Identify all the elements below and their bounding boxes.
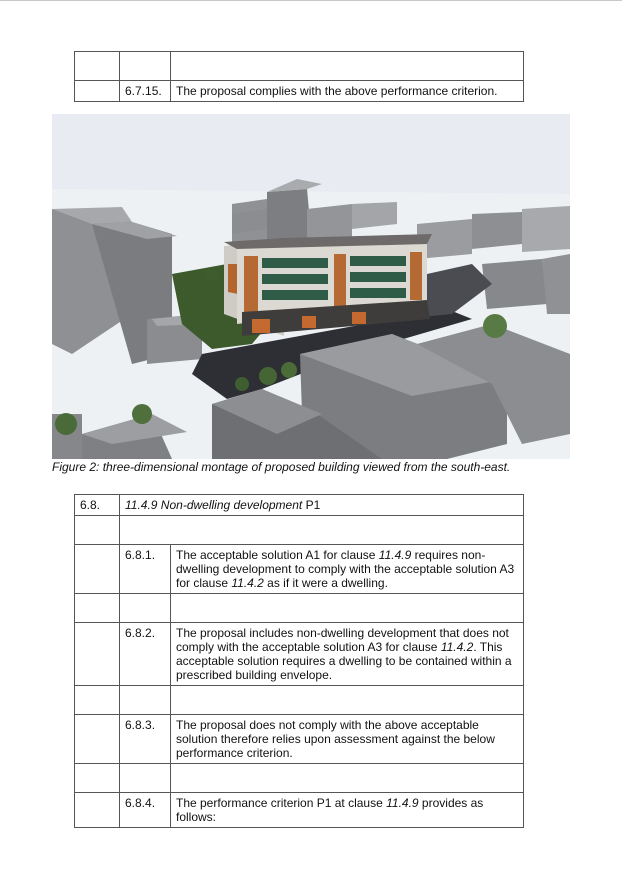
clause-reference: 11.4.2 <box>231 576 264 590</box>
assessment-table <box>74 494 524 828</box>
table-cell <box>171 52 524 81</box>
text-run: as if it were a dwelling. <box>263 576 388 590</box>
table-cell <box>120 764 171 793</box>
text-run: provides as follows: <box>176 796 484 824</box>
section-number: 6.8. <box>75 495 120 516</box>
clause-text <box>171 793 524 828</box>
table-cell <box>75 793 120 828</box>
building-montage-image <box>52 114 570 459</box>
table-cell <box>75 516 120 545</box>
table-cell <box>75 545 120 594</box>
table-cell <box>120 516 524 545</box>
assessment-table-continued <box>74 51 524 102</box>
clause-text: The proposal complies with the above performance criterion. <box>171 81 524 102</box>
table-row <box>75 52 524 81</box>
text-run: requires non-dwelling development to comply with the acceptable solution A3 for clause <box>176 548 515 590</box>
clause-reference: 11.4.2 <box>440 640 474 654</box>
figure-caption: Figure 2: three-dimensional montage of proposed building viewed from the south-east. <box>52 460 511 474</box>
clause-text: The proposal does not comply with the above acceptable solution therefore relies upon assessment against the below performance criterion. <box>171 715 524 764</box>
table-row <box>75 793 524 828</box>
clause-number: 6.8.2. <box>120 623 171 686</box>
text-run: . This acceptable solution requires a dwelling to be contained within a prescribed building envelope. <box>176 640 512 682</box>
text-run: The proposal includes non-dwelling development that does not comply with the acceptable solution A3 for clause <box>176 626 509 654</box>
text-run: The acceptable solution A1 for clause <box>176 548 379 562</box>
table-row <box>75 516 524 545</box>
text-run: The performance criterion P1 at clause <box>176 796 387 810</box>
clause-number: 6.8.1. <box>120 545 171 594</box>
table-cell <box>120 686 171 715</box>
clause-number: 6.8.4. <box>120 793 171 828</box>
table-cell <box>75 81 120 102</box>
table-row <box>75 81 524 102</box>
section-heading <box>120 495 524 516</box>
table-cell <box>75 623 120 686</box>
heading-clause: 11.4.9 Non-dwelling development <box>125 498 303 512</box>
table-cell <box>171 764 524 793</box>
table-cell <box>120 594 171 623</box>
clause-number: 6.8.3. <box>120 715 171 764</box>
table-row <box>75 594 524 623</box>
heading-suffix: P1 <box>302 498 321 512</box>
table-row <box>75 686 524 715</box>
table-cell <box>75 594 120 623</box>
table-row <box>75 623 524 686</box>
clause-text <box>171 545 524 594</box>
table-cell <box>171 686 524 715</box>
clause-number: 6.7.15. <box>120 81 171 102</box>
page-top-rule <box>0 0 622 1</box>
table-row <box>75 764 524 793</box>
clause-reference: 11.4.9 <box>378 548 412 562</box>
table-cell <box>171 594 524 623</box>
table-cell <box>75 715 120 764</box>
table-row <box>75 495 524 516</box>
table-cell <box>75 686 120 715</box>
table-row <box>75 715 524 764</box>
table-cell <box>75 52 120 81</box>
clause-reference: 11.4.9 <box>386 796 419 810</box>
clause-text <box>171 623 524 686</box>
table-row <box>75 545 524 594</box>
table-cell <box>75 764 120 793</box>
table-cell <box>120 52 171 81</box>
